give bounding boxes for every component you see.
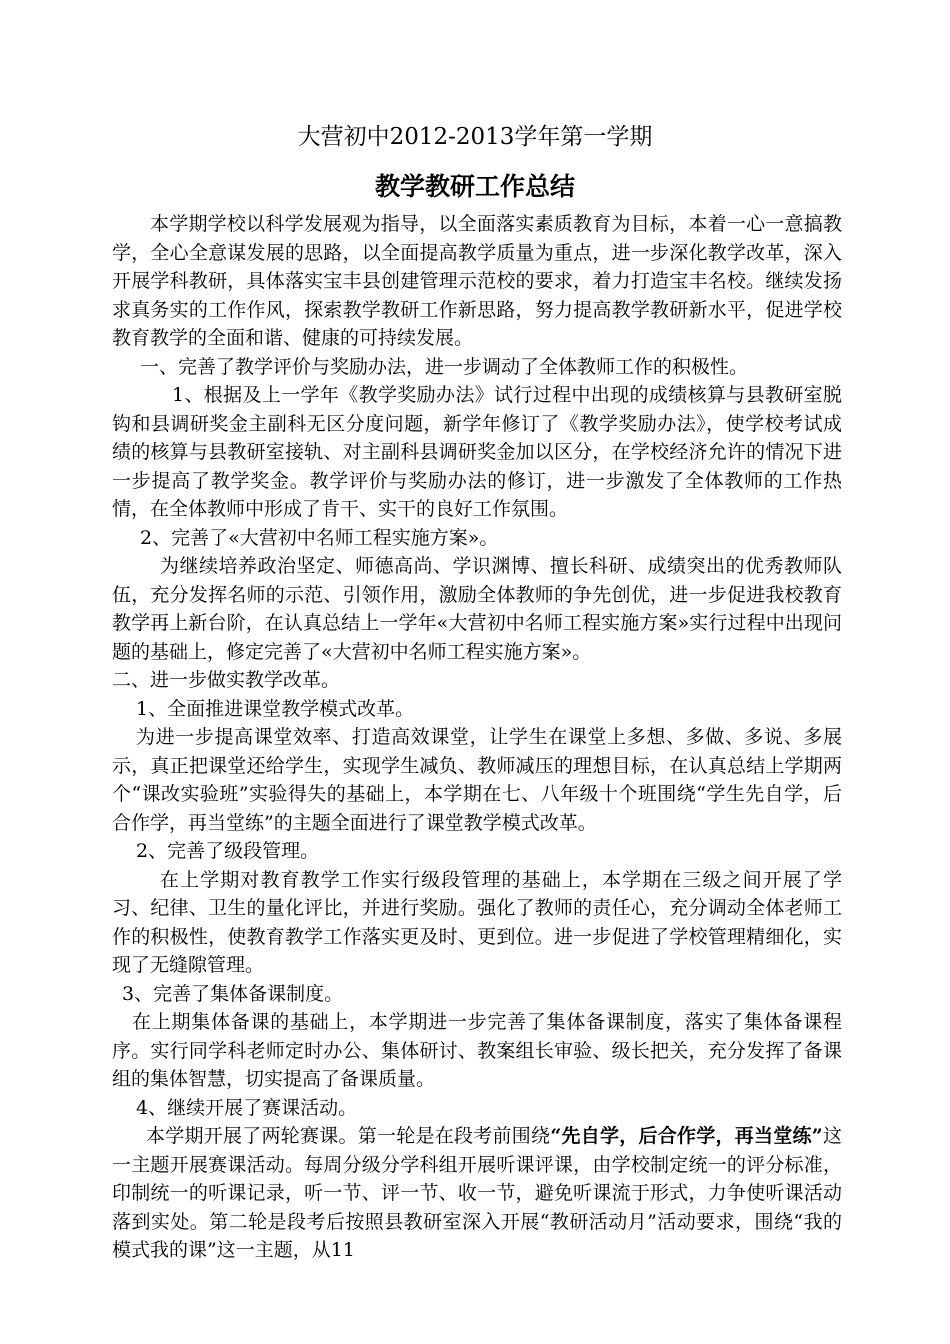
subheading-2-4: 4、继续开展了赛课活动。 <box>136 1096 358 1119</box>
paragraph-2-4-emphasis: “先自学，后合作学，再当堂练” <box>550 1125 823 1147</box>
section-heading-1: 一、完善了教学评价与奖励办法，进一步调动了全体教师工作的积极性。 <box>140 355 749 378</box>
paragraph-1-2: 为继续培养政治坚定、师德高尚、学识渊博、擅长科研、成绩突出的优秀教师队伍，充分发挥名师的示范、引领作用，激励全体教师的争先创优，进一步促进我校教育教学再上新台阶，在认真总结上一学年«大营初中名师工程实施方案»实行过程中出现问题的基础上，修定完善了«大营初中名师工程实施方案»。 <box>112 555 842 663</box>
document-title: 大营初中2012-2013学年第一学期 <box>297 124 653 150</box>
paragraph-2-1: 为进一步提高课堂效率、打造高效课堂，让学生在课堂上多想、多做、多说、多展示，真正把课堂还给学生，实现学生减负、教师减压的理想目标，在认真总结上学期两个“课改实验班”实验得失的基础上，本学期在七、八年级十个班围绕“学生先自学，后合作学，再当堂练”的主题全面进行了课堂教学模式改革。 <box>112 726 842 834</box>
paragraph-1-1: 1、根据及上一学年《教学奖励办法》试行过程中出现的成绩核算与县教研室脱钩和县调研奖金主副科无区分度问题，新学年修订了《教学奖励办法》，使学校考试成绩的核算与县教研室接轨、对主副科县调研奖金加以区分，在学校经济允许的情况下进一步提高了教学奖金。教学评价与奖励办法的修订，进一步激发了全体教师的工作热情，在全体教师中形成了肯干、实干的良好工作氛围。 <box>112 384 842 520</box>
paragraph-2-4-end: 这一主题开展赛课活动。每周分级分学科组开展听课评课，由学校制定统一的评分标准，印制统一的听课记录，听一节、评一节、收一节，避免听课流于形式，力争使听课活动落到实处。第二轮是段考后按照县教研室深入开展“教研活动月”活动要求，围绕“我的模式我的课”这一主题，从11 <box>112 1125 842 1261</box>
document-subtitle: 教学教研工作总结 <box>374 172 575 201</box>
subheading-1-2: 2、完善了«大营初中名师工程实施方案»。 <box>140 526 499 549</box>
paragraph-intro: 本学期学校以科学发展观为指导，以全面落实素质教育为目标，本着一心一意搞教学，全心全意谋发展的思路，以全面提高教学质量为重点，进一步深化教学改革，深入开展学科教研，具体落实宝丰县创建管理示范校的要求，着力打造宝丰名校。继续发扬求真务实的工作作风，探索教学教研工作新思路，努力提高教学教研新水平，促进学校教育教学的全面和谐、健康的可持续发展。 <box>112 213 842 349</box>
paragraph-2-4 <box>112 1122 842 1265</box>
paragraph-2-4-start: 本学期开展了两轮赛课。第一轮是在段考前围绕 <box>146 1125 551 1147</box>
subheading-2-2: 2、完善了级段管理。 <box>136 840 320 862</box>
subheading-2-1: 1、全面推进课堂教学模式改革。 <box>136 697 415 720</box>
section-heading-2: 二、进一步做实教学改革。 <box>112 669 341 691</box>
paragraph-2-3: 在上期集体备课的基础上，本学期进一步完善了集体备课制度，落实了集体备课程序。实行同学科老师定时办公、集体研讨、教案组长审验、级长把关，充分发挥了备课组的集体智慧，切实提高了备课质量。 <box>112 1011 842 1090</box>
subheading-2-3: 3、完善了集体备课制度。 <box>122 982 344 1005</box>
paragraph-2-2: 在上学期对教育教学工作实行级段管理的基础上，本学期在三级之间开展了学习、纪律、卫生的量化评比，并进行奖励。强化了教师的责任心，充分调动全体老师工作的积极性，使教育教学工作落实更及时、更到位。进一步促进了学校管理精细化，实现了无缝隙管理。 <box>112 868 842 976</box>
document-body <box>112 210 842 1265</box>
